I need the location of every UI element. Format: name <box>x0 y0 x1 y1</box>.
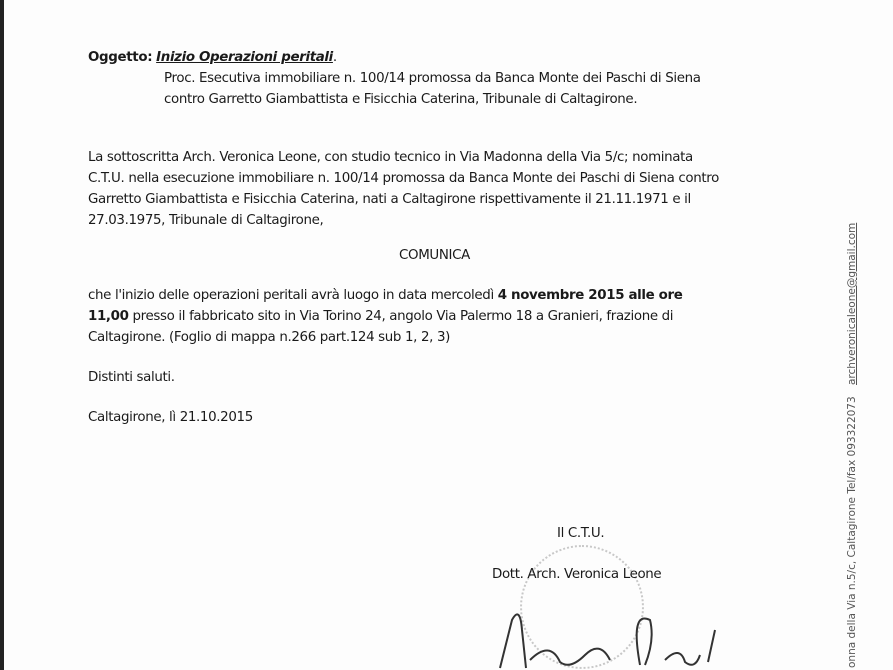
intro-line: La sottoscritta Arch. Veronica Leone, con studio tecnico in Via Madonna della Via 5/c; nominata <box>88 150 693 165</box>
intro-line: 27.03.1975, Tribunale di Caltagirone, <box>88 213 324 228</box>
closing: Distinti saluti. <box>88 370 175 385</box>
subject-detail-1: Proc. Esecutiva immobiliare n. 100/14 promossa da Banca Monte dei Paschi di Siena <box>164 71 701 86</box>
side-footer-address: onna della Via n.5/c, Caltagirone Tel/fax 093322073 <box>846 396 858 668</box>
intro-line: Garretto Giambattista e Fisicchia Caterina, nati a Caltagirone rispettivamente il 21.11.1971 e il <box>88 192 691 207</box>
body-text: che l'inizio delle operazioni peritali avrà luogo in data mercoledì <box>88 288 498 303</box>
body-time: 11,00 <box>88 309 129 324</box>
subject-line <box>88 50 337 65</box>
body-line-2 <box>88 309 673 324</box>
signature-name: Dott. Arch. Veronica Leone <box>492 567 662 582</box>
signature-role: Il C.T.U. <box>557 526 605 541</box>
side-footer-email: archveronicaleone@gmail.com <box>846 222 858 385</box>
body-line-3: Caltagirone. (Foglio di mappa n.266 part.124 sub 1, 2, 3) <box>88 330 450 345</box>
subject-detail-2: contro Garretto Giambattista e Fisicchia Caterina, Tribunale di Caltagirone. <box>164 92 638 107</box>
subject-title: Inizio Operazioni peritali <box>156 50 333 65</box>
intro-line: C.T.U. nella esecuzione immobiliare n. 100/14 promossa da Banca Monte dei Paschi di Siena contro <box>88 171 719 186</box>
body-date: 4 novembre 2015 alle ore <box>497 288 683 303</box>
subject-label: Oggetto: <box>88 50 153 65</box>
heading-comunica: COMUNICA <box>399 248 470 263</box>
scan-edge <box>0 0 4 670</box>
body-text: presso il fabbricato sito in Via Torino 24, angolo Via Palermo 18 a Granieri, frazione di <box>128 309 674 324</box>
body-line-1 <box>88 288 683 303</box>
handwritten-signature <box>490 600 730 670</box>
subject-period: . <box>332 50 337 65</box>
place-date: Caltagirone, lì 21.10.2015 <box>88 410 253 425</box>
